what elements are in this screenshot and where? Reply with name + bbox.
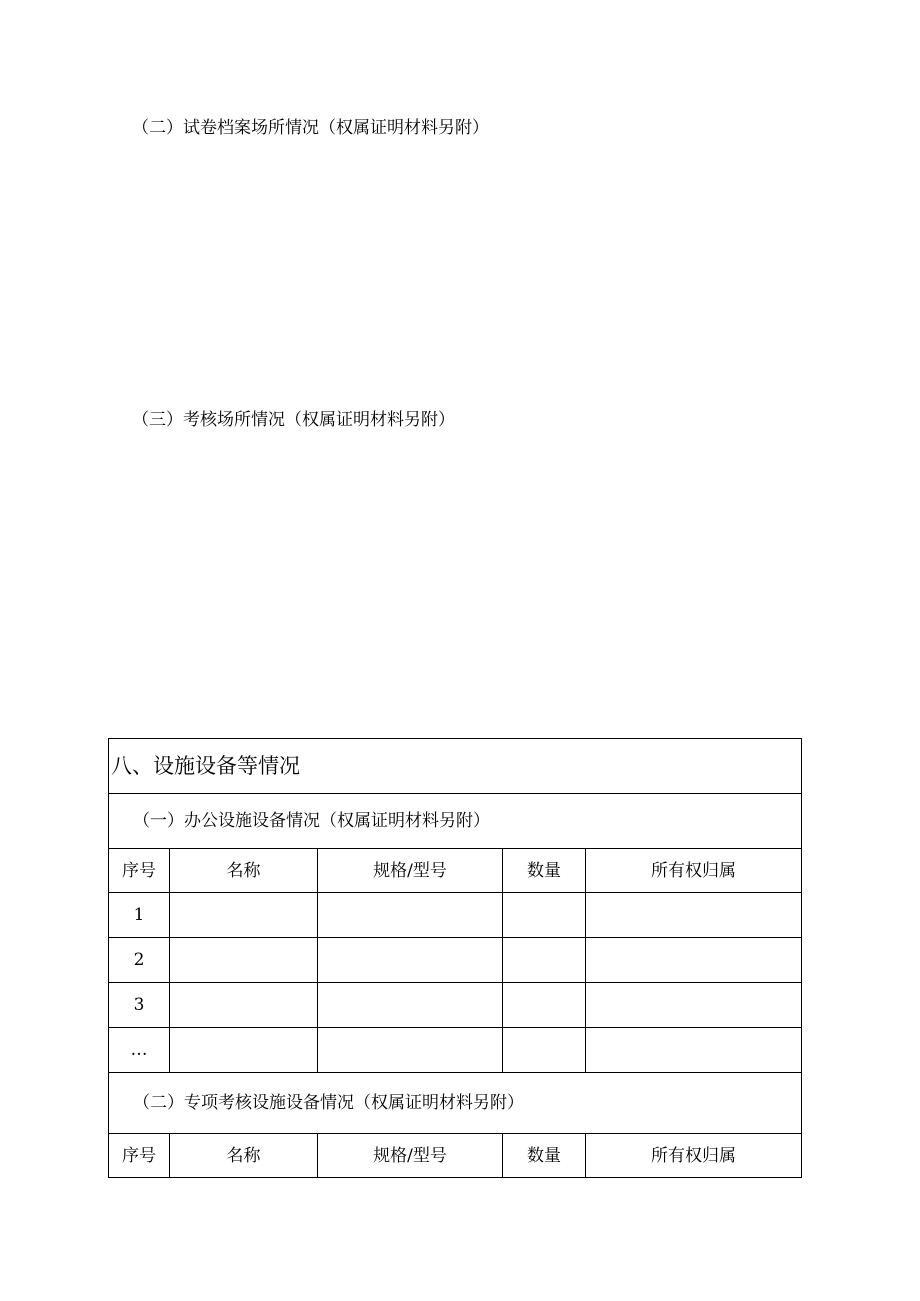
column-header-name: 名称: [170, 849, 318, 893]
row-index: …: [109, 1028, 170, 1073]
special-equipment-title: （二）专项考核设施设备情况（权属证明材料另附）: [109, 1073, 802, 1134]
cell-name[interactable]: [170, 1028, 318, 1073]
row-index: 1: [109, 893, 170, 938]
section-exam-site-title: （三）考核场所情况（权属证明材料另附）: [132, 410, 455, 430]
cell-quantity[interactable]: [503, 893, 586, 938]
column-header-name: 名称: [170, 1134, 318, 1178]
cell-spec[interactable]: [318, 1028, 503, 1073]
cell-ownership[interactable]: [586, 1028, 802, 1073]
row-index: 3: [109, 983, 170, 1028]
cell-spec[interactable]: [318, 983, 503, 1028]
office-table-header-row: [109, 849, 802, 893]
column-header-spec: 规格/型号: [318, 849, 503, 893]
office-equipment-title: （一）办公设施设备情况（权属证明材料另附）: [109, 794, 802, 849]
cell-quantity[interactable]: [503, 983, 586, 1028]
table-row: [109, 893, 802, 938]
special-title-row: [109, 1073, 802, 1134]
cell-ownership[interactable]: [586, 983, 802, 1028]
cell-ownership[interactable]: [586, 938, 802, 983]
column-header-index: 序号: [109, 1134, 170, 1178]
cell-quantity[interactable]: [503, 938, 586, 983]
cell-name[interactable]: [170, 983, 318, 1028]
special-table-header-row: [109, 1134, 802, 1178]
table-row: [109, 983, 802, 1028]
column-header-quantity: 数量: [503, 849, 586, 893]
facilities-heading: 八、设施设备等情况: [109, 739, 802, 794]
cell-name[interactable]: [170, 938, 318, 983]
facilities-form-table: [108, 738, 802, 1178]
row-index: 2: [109, 938, 170, 983]
cell-name[interactable]: [170, 893, 318, 938]
cell-spec[interactable]: [318, 893, 503, 938]
office-title-row: [109, 794, 802, 849]
section-archive-site-title: （二）试卷档案场所情况（权属证明材料另附）: [132, 118, 489, 138]
column-header-quantity: 数量: [503, 1134, 586, 1178]
facilities-heading-row: [109, 739, 802, 794]
column-header-spec: 规格/型号: [318, 1134, 503, 1178]
cell-ownership[interactable]: [586, 893, 802, 938]
cell-quantity[interactable]: [503, 1028, 586, 1073]
column-header-ownership: 所有权归属: [586, 1134, 802, 1178]
column-header-ownership: 所有权归属: [586, 849, 802, 893]
cell-spec[interactable]: [318, 938, 503, 983]
column-header-index: 序号: [109, 849, 170, 893]
table-row: [109, 938, 802, 983]
table-row: [109, 1028, 802, 1073]
